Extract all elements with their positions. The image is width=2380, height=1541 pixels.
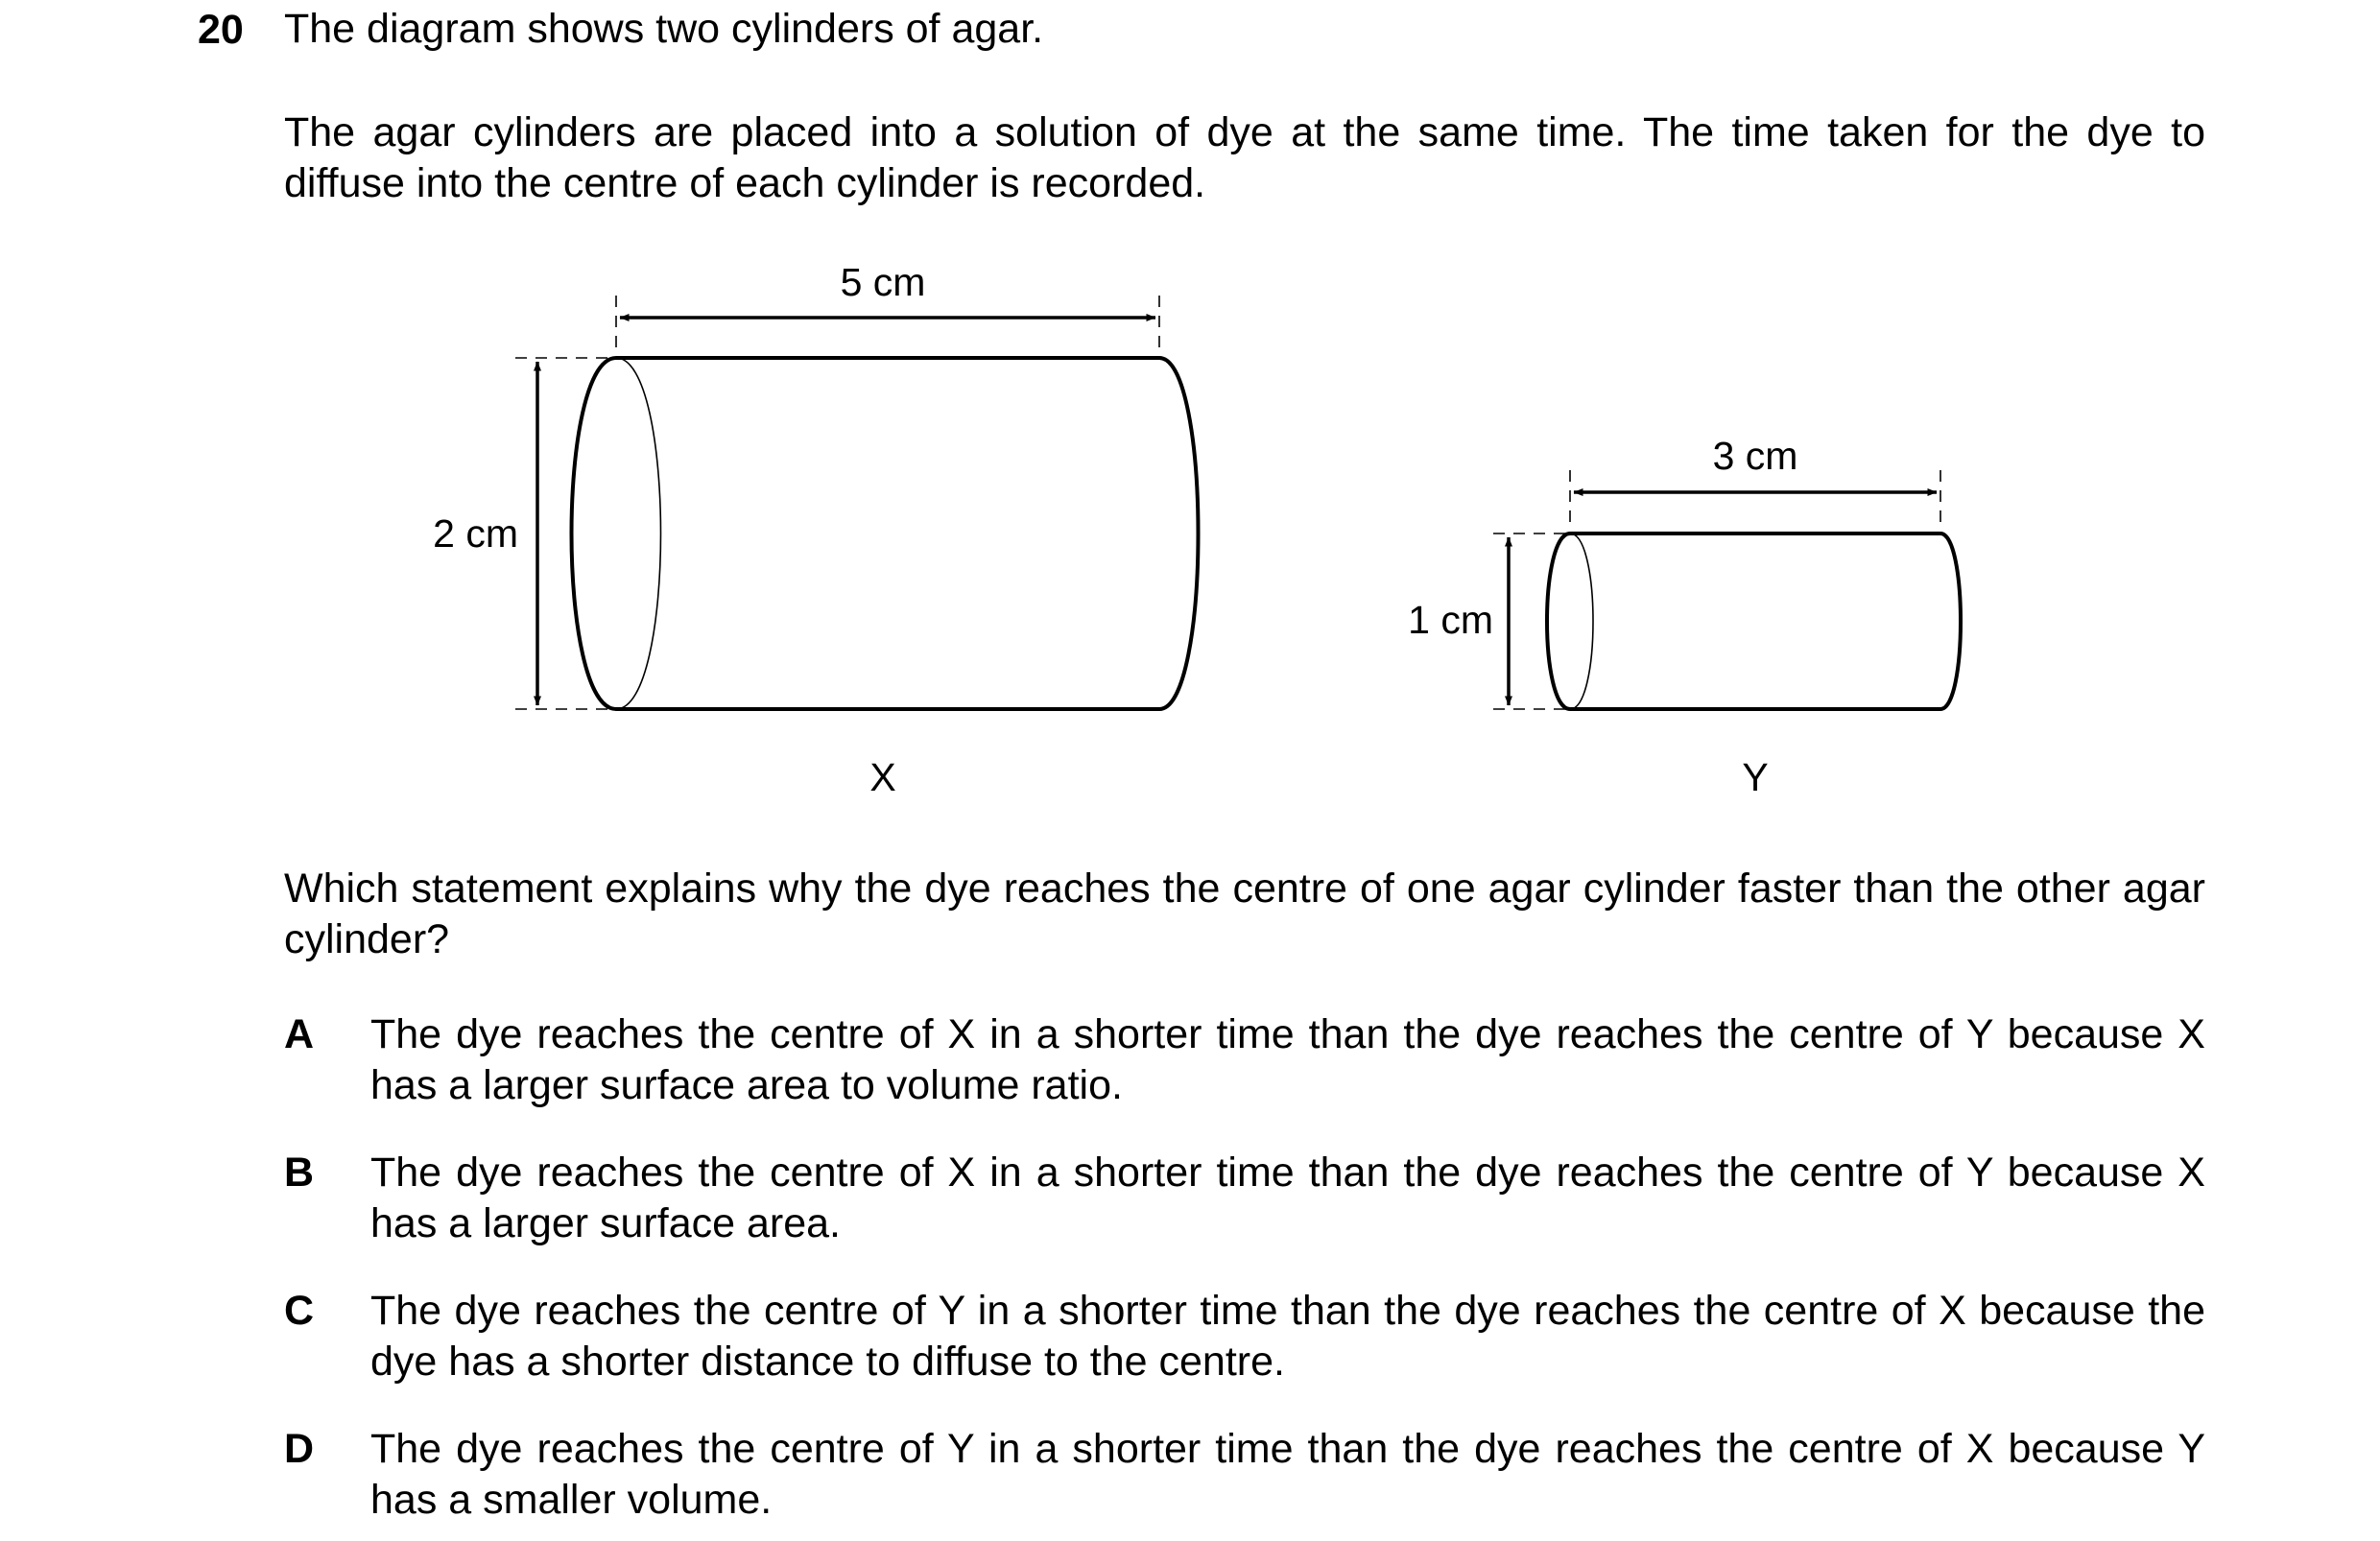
cylinder-y-face-inner bbox=[1570, 533, 1593, 709]
cylinder-y-label: Y bbox=[1742, 755, 1769, 799]
cylinder-x-body bbox=[616, 358, 1199, 709]
question-setup: The agar cylinders are placed into a solution of dye at the same time. The time taken for the dye to diffuse into the centre of each cylinder is recorded. bbox=[284, 109, 2205, 206]
option-letter: B bbox=[284, 1150, 315, 1196]
option-letter: A bbox=[284, 1011, 315, 1057]
cylinder-x-label: X bbox=[869, 755, 896, 799]
cylinder-y bbox=[1408, 434, 1961, 799]
option-letter: D bbox=[284, 1426, 315, 1472]
cylinder-x-face-inner bbox=[616, 358, 661, 709]
option-text: The dye reaches the centre of Y in a shorter time than the dye reaches the centre of X because Y has a smaller volume. bbox=[370, 1426, 2205, 1523]
option-text: The dye reaches the centre of Y in a shorter time than the dye reaches the centre of X because the dye has a shorter distance to diffuse to the centre. bbox=[370, 1288, 2205, 1385]
cylinder-y-body bbox=[1570, 533, 1961, 709]
question-intro: The diagram shows two cylinders of agar. bbox=[284, 6, 1044, 52]
question-number: 20 bbox=[198, 7, 244, 53]
cylinder-y-face-outer bbox=[1547, 533, 1570, 709]
cylinder-x bbox=[433, 260, 1198, 799]
cylinder-y-diameter-label: 1 cm bbox=[1408, 598, 1493, 642]
cylinder-x-diameter-label: 2 cm bbox=[433, 511, 518, 556]
option-text: The dye reaches the centre of X in a shorter time than the dye reaches the centre of Y because X has a larger surface area to volume ratio. bbox=[370, 1011, 2205, 1108]
option-letter: C bbox=[284, 1288, 315, 1334]
option-text: The dye reaches the centre of X in a shorter time than the dye reaches the centre of Y because X has a larger surface area. bbox=[370, 1150, 2205, 1246]
cylinder-x-face-outer bbox=[572, 358, 617, 709]
cylinder-x-length-label: 5 cm bbox=[840, 260, 926, 304]
cylinder-y-length-label: 3 cm bbox=[1712, 434, 1798, 478]
question-prompt: Which statement explains why the dye reaches the centre of one agar cylinder faster than the other agar cylinder? bbox=[284, 865, 2205, 962]
